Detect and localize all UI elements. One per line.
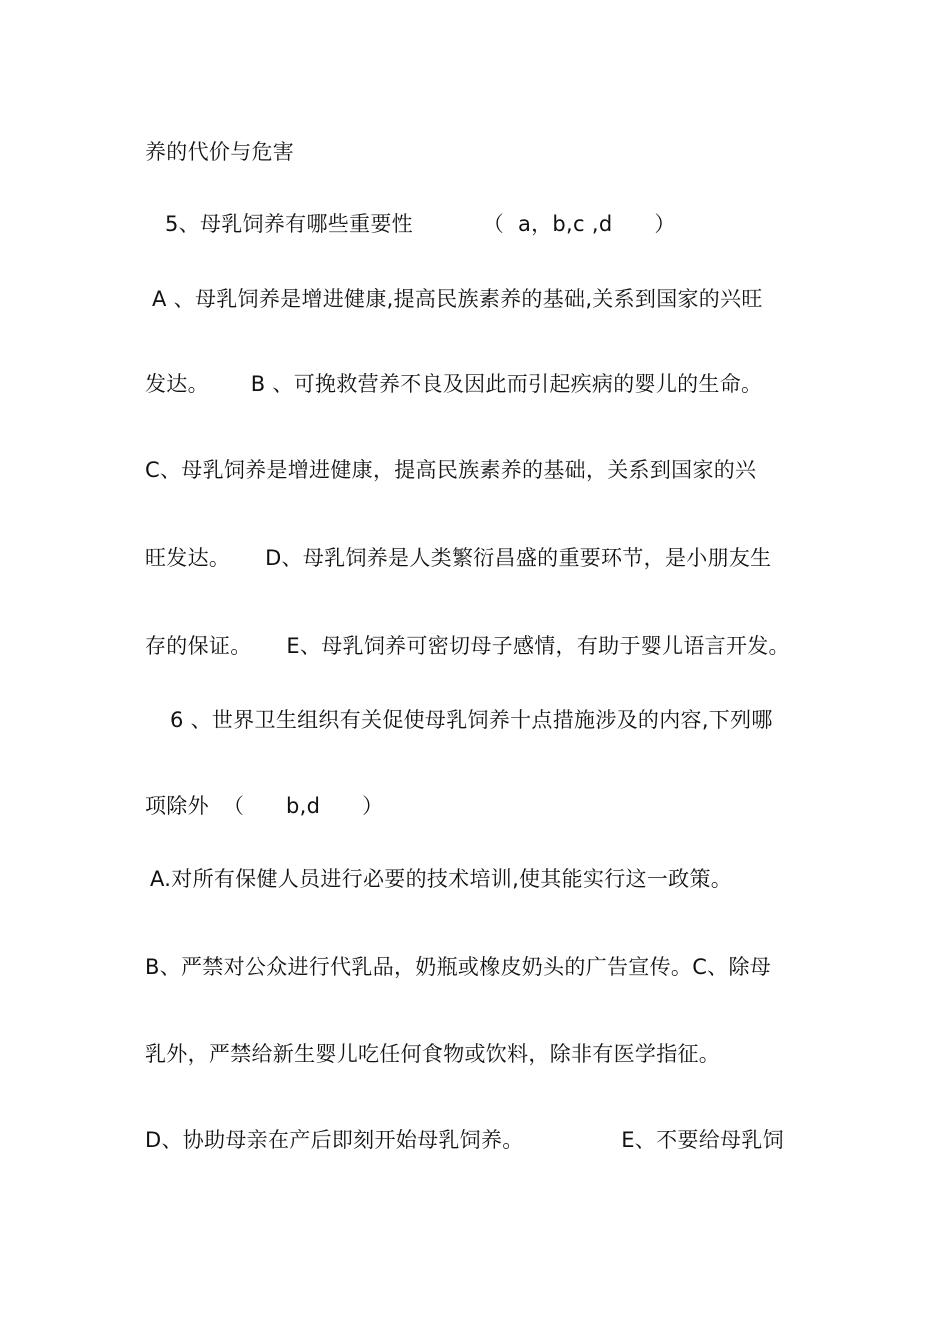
text-line-1: 养的代价与危害: [145, 140, 295, 164]
text-line-6: 旺发达。 D、母乳饲养是人类繁衍昌盛的重要环节，是小朋友生: [145, 546, 772, 570]
text-line-12: 乳外，严禁给新生婴儿吃任何食物或饮料，除非有医学指征。: [145, 1042, 721, 1066]
text-line-11: B、严禁对公众进行代乳品，奶瓶或橡皮奶头的广告宣传。C、除母: [145, 955, 772, 979]
text-line-5: C、母乳饲养是增进健康，提高民族素养的基础，关系到国家的兴: [145, 458, 757, 482]
text-line-10: A.对所有保健人员进行必要的技术培训,使其能实行这一政策。: [150, 867, 733, 891]
text-line-9: 项除外 （ b,d ）: [145, 794, 384, 818]
text-line-4: 发达。 B 、可挽救营养不良及因此而引起疾病的婴儿的生命。: [145, 372, 763, 396]
text-line-3: A 、母乳饲养是增进健康,提高民族素养的基础,关系到国家的兴旺: [152, 287, 763, 311]
text-line-7: 存的保证。 E、母乳饲养可密切母子感情，有助于婴儿语言开发。: [145, 634, 790, 658]
text-line-13: D、协助母亲在产后即刻开始母乳饲养。 E、不要给母乳饲: [145, 1128, 784, 1152]
question-5-heading: 5、母乳饲养有哪些重要性 （ a，b,c ,d ）: [165, 212, 676, 236]
question-6-heading: 6 、世界卫生组织有关促使母乳饲养十点措施涉及的内容,下列哪: [170, 708, 773, 732]
